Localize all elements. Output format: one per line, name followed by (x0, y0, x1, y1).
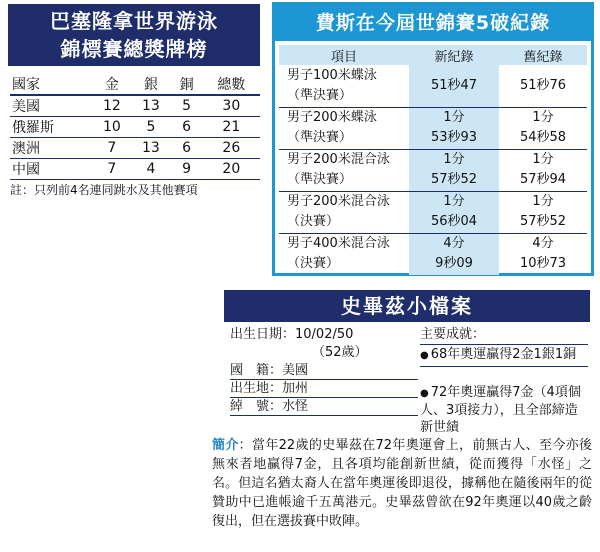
record-panel (272, 2, 594, 276)
table-row (279, 149, 587, 191)
new-record-cell: 1分 57秒52 (409, 149, 499, 191)
country-cell: 中國 (12, 162, 40, 178)
total-cell: 20 (222, 161, 241, 177)
col-country: 國家 (12, 77, 40, 93)
bio-label: 簡介 (212, 438, 239, 453)
table-row (279, 233, 587, 275)
gold-cell: 12 (102, 98, 121, 114)
col-old-record: 舊紀錄 (499, 45, 587, 65)
silver-cell: 5 (146, 119, 156, 135)
table-row (279, 191, 587, 233)
silver-cell: 13 (142, 140, 160, 156)
country-cell: 美國 (12, 99, 40, 115)
old-record-cell: 51秒76 (519, 77, 567, 93)
col-gold: 金 (104, 77, 119, 93)
record-title: 費斯在今屆世錦賽5破紀錄 (275, 5, 591, 41)
profile-panel (224, 322, 590, 434)
event-cell: 男子200米蝶泳 （準決賽） (287, 110, 377, 145)
table-row (279, 107, 587, 149)
birth-date: 出生日期：10/02/50 （52歲） (230, 327, 368, 360)
medal-title-line1: 巴塞隆拿世界游泳 (50, 9, 218, 33)
medal-header-row (10, 74, 260, 95)
event-cell: 男子400米混合泳 （決賽） (287, 236, 390, 272)
table-row (10, 138, 260, 159)
table-row (10, 159, 260, 180)
col-bronze: 銅 (179, 77, 194, 93)
total-cell: 21 (222, 119, 241, 135)
old-record-cell: 1分 54秒58 (519, 110, 567, 145)
birthplace: 出生地：加州 (230, 380, 418, 398)
event-cell: 男子200米混合泳 （準決賽） (287, 152, 390, 187)
silver-cell: 13 (142, 98, 160, 114)
col-event: 項目 (279, 45, 409, 65)
total-cell: 30 (222, 98, 241, 114)
bronze-cell: 6 (182, 119, 192, 135)
col-silver: 銀 (143, 77, 158, 93)
col-total: 總數 (217, 77, 246, 93)
event-cell: 男子100米蝶泳 （準決賽） (287, 67, 377, 103)
old-record-cell: 1分 57秒52 (519, 194, 567, 229)
bullet-icon: ● (420, 388, 429, 399)
bronze-cell: 9 (182, 161, 192, 177)
new-record-cell: 51秒47 (409, 65, 499, 107)
table-row (10, 117, 260, 138)
bullet-icon: ● (420, 350, 429, 361)
achievements-title: 主要成就： (420, 326, 588, 345)
nationality: 國 籍：美國 (230, 362, 418, 380)
old-record-cell: 1分 57秒94 (519, 152, 567, 187)
event-cell: 男子200米混合泳 （決賽） (287, 194, 390, 229)
new-record-cell: 4分 9秒09 (409, 233, 499, 275)
medal-table-title (8, 4, 260, 66)
profile-title: 史畢茲小檔案 (224, 290, 590, 322)
old-record-cell: 4分 10秒73 (519, 236, 567, 272)
total-cell: 26 (222, 140, 241, 156)
bio-text: ：當年22歲的史畢茲在72年奧運會上，前無古人、至今亦後無來者地贏得7金，且各項均能創新世績，從而獲得「水怪」之名。但這名猶太裔人在當年奧運後即退役，據稱他在隨後兩年的從贊助中已進帳逾千五萬港元。史畢茲曾欲在92年奧運以40歲之齡復出，但在選拔賽中敗陣。 (212, 438, 592, 529)
gold-cell: 7 (107, 140, 117, 156)
bronze-cell: 5 (182, 98, 192, 114)
bronze-cell: 6 (182, 140, 192, 156)
col-new-record: 新紀錄 (409, 45, 499, 65)
silver-cell: 4 (146, 161, 156, 177)
medal-note: 註：只列前4名連同跳水及其他賽項 (10, 183, 198, 197)
gold-cell: 10 (102, 119, 121, 135)
new-record-cell: 1分 53秒93 (409, 107, 499, 149)
record-table (279, 45, 587, 275)
medal-title-line2: 錦標賽總獎牌榜 (60, 37, 208, 61)
bio-paragraph (210, 436, 594, 550)
achievement-item: ● 68年奧運贏得2金1銀1銅 (420, 346, 588, 367)
table-row (10, 95, 260, 117)
nickname: 綽 號：水怪 (230, 398, 418, 416)
gold-cell: 7 (107, 161, 117, 177)
medal-table (10, 74, 260, 180)
country-cell: 澳洲 (12, 141, 40, 157)
achievement-item: ● 72年奧運贏得7金（4項個人、3項接力），且全部締造新世績 (420, 385, 581, 435)
country-cell: 俄羅斯 (12, 120, 54, 136)
table-row (279, 65, 587, 107)
new-record-cell: 1分 56秒04 (409, 191, 499, 233)
record-header-row (279, 45, 587, 65)
